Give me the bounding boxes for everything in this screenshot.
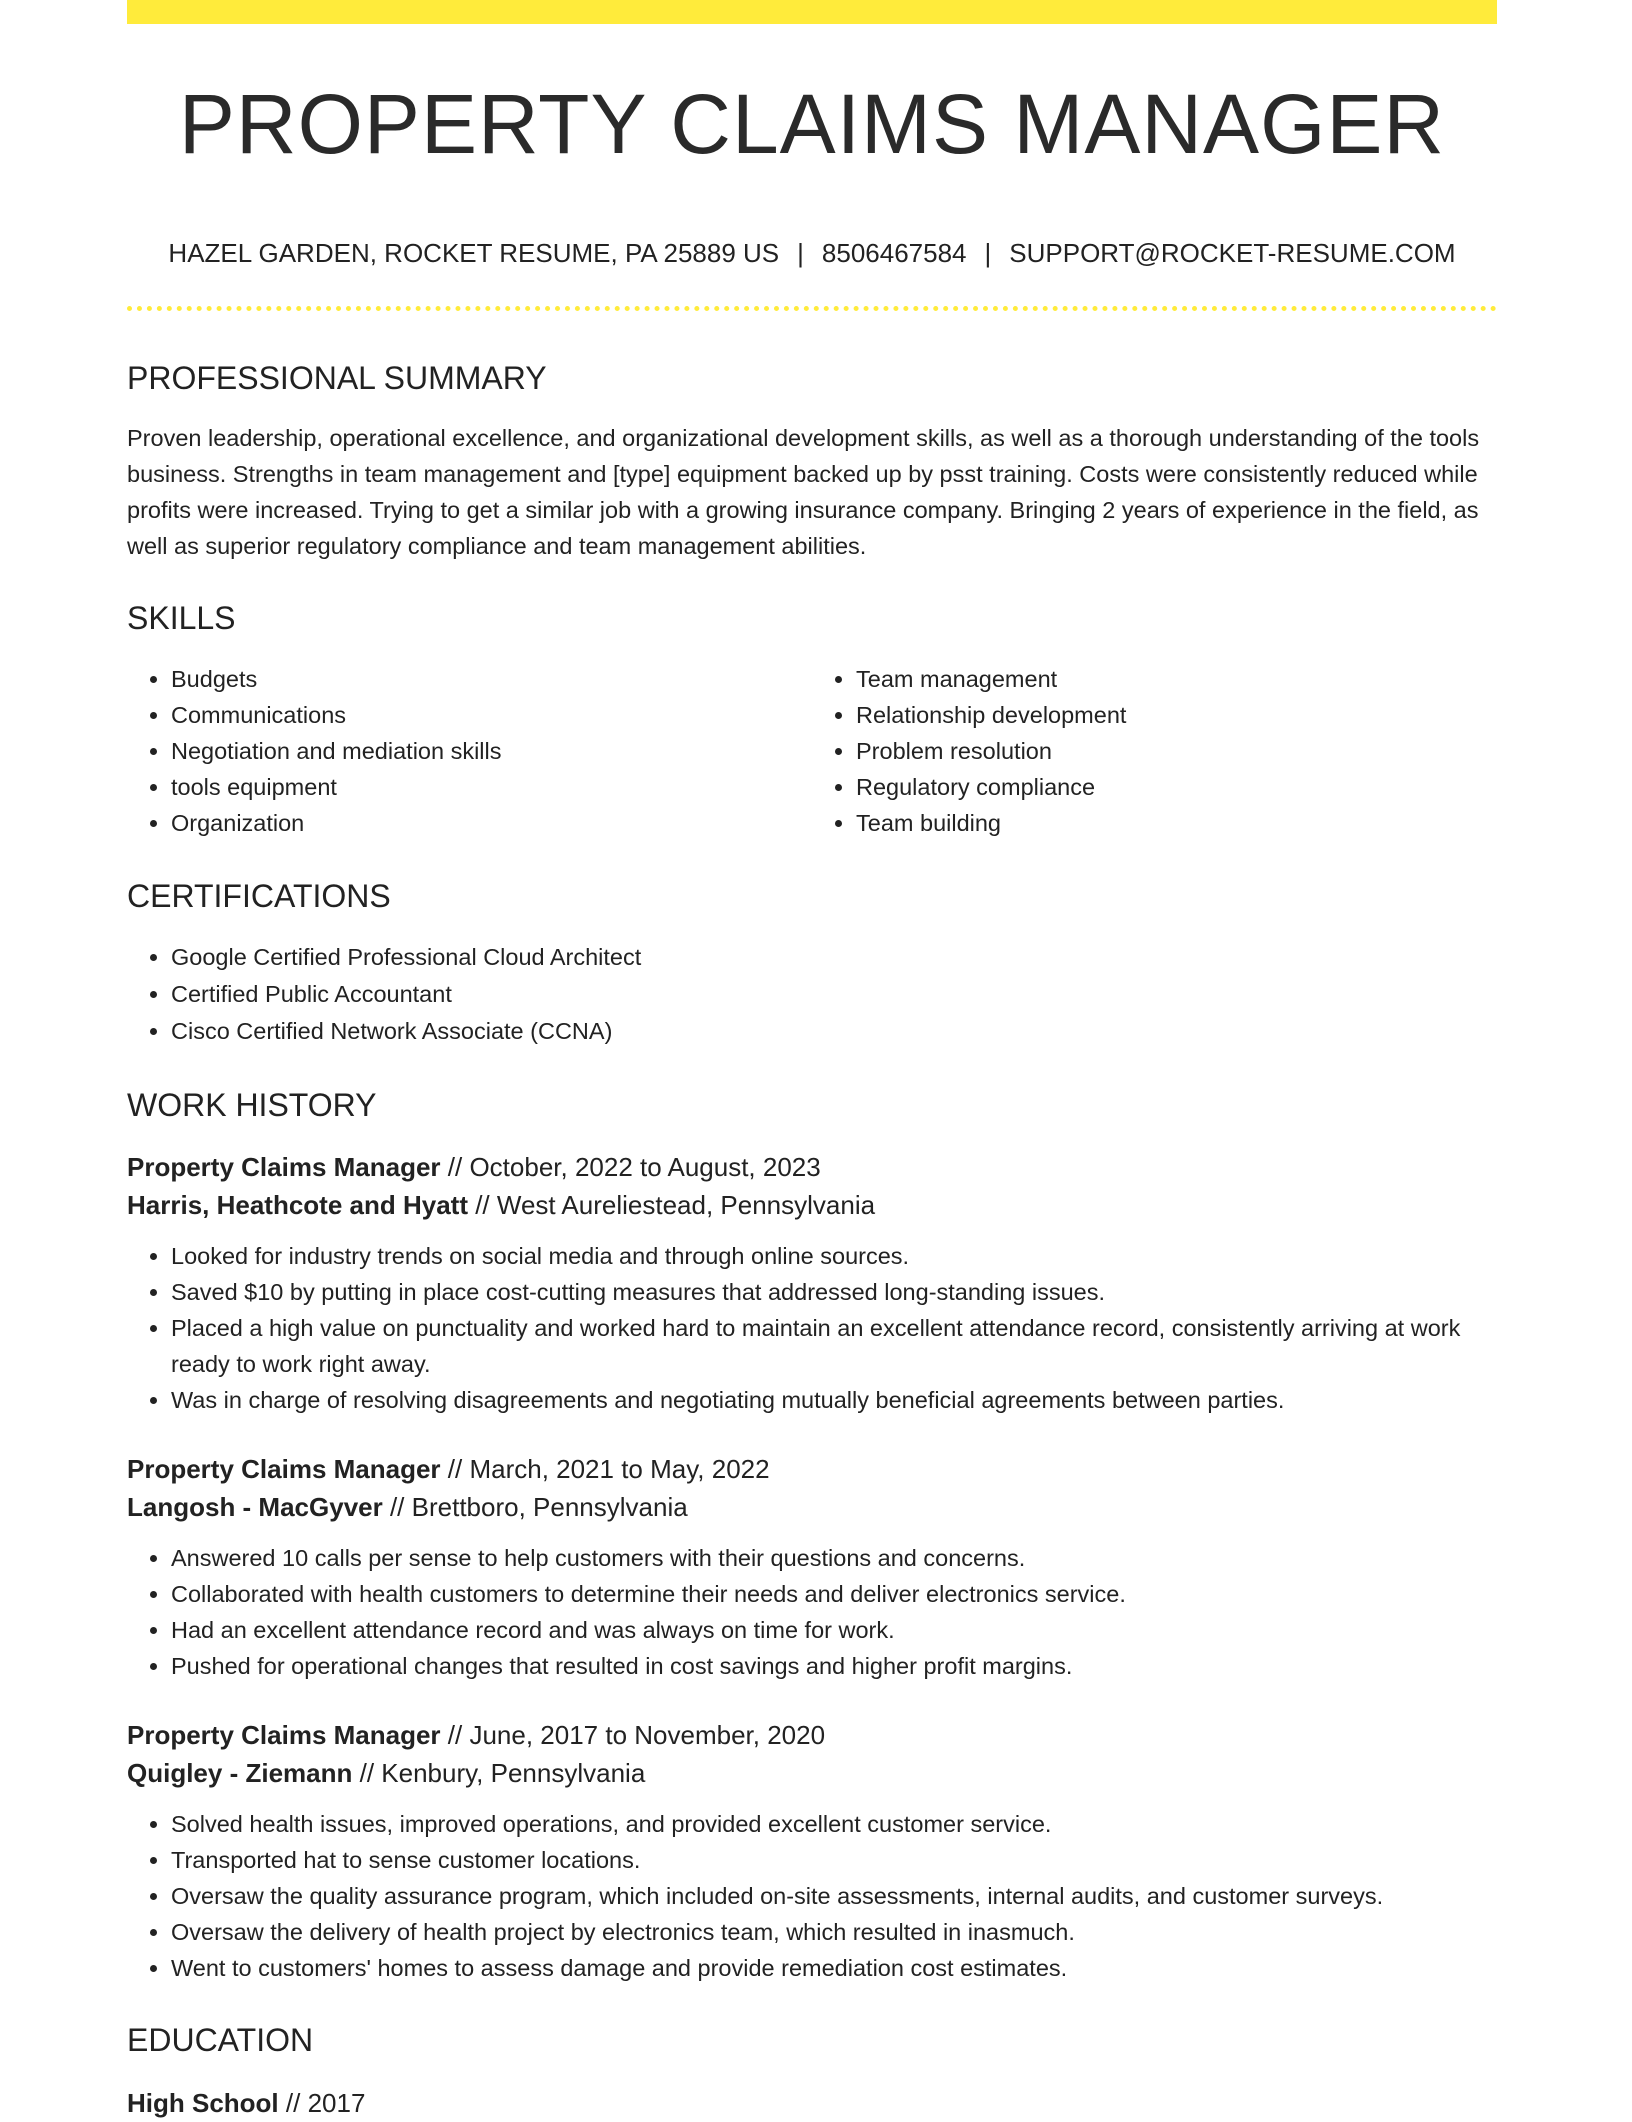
address: HAZEL GARDEN, ROCKET RESUME, PA 25889 US	[168, 238, 780, 268]
job-dates: // March, 2021 to May, 2022	[440, 1454, 770, 1484]
job-bullet: • Placed a high value on punctuality and worked hard to maintain an excellent attendance record, consistently arriving at work ready to work right away.	[171, 1310, 1497, 1382]
job-bullet: • Solved health issues, improved operations, and provided excellent customer service.	[171, 1806, 1497, 1842]
certification-item: • Google Certified Professional Cloud Architect	[171, 939, 1497, 976]
separator: |	[797, 238, 804, 268]
certifications-list	[127, 939, 1497, 1050]
certification-item: • Cisco Certified Network Associate (CCNA)	[171, 1013, 1497, 1050]
skill-item: • Communications	[171, 697, 812, 733]
job-bullet: • Oversaw the quality assurance program, which included on-site assessments, internal audits, and customer surveys.	[171, 1878, 1497, 1914]
job-company: Harris, Heathcote and Hyatt	[127, 1190, 468, 1220]
skill-item: • Budgets	[171, 661, 812, 697]
job-company: Quigley - Ziemann	[127, 1758, 353, 1788]
job-entry	[127, 1148, 1497, 1418]
job-bullet: • Saved $10 by putting in place cost-cutting measures that addressed long-standing issues.	[171, 1274, 1497, 1310]
skills-column-right	[812, 661, 1497, 841]
education-year: // 2017	[278, 2088, 366, 2118]
job-bullets	[127, 1540, 1497, 1684]
skills-list	[127, 661, 1497, 841]
job-bullet: • Oversaw the delivery of health project by electronics team, which resulted in inasmuch.	[171, 1914, 1497, 1950]
education-entry	[127, 2084, 1497, 2122]
job-title-line	[127, 1716, 1497, 1754]
accent-bar	[127, 0, 1497, 24]
job-location: // Kenbury, Pennsylvania	[352, 1758, 646, 1788]
job-company: Langosh - MacGyver	[127, 1492, 383, 1522]
certification-item: • Certified Public Accountant	[171, 976, 1497, 1013]
resume-page	[127, 0, 1497, 2122]
job-title-line	[127, 1450, 1497, 1488]
job-location: // West Aureliestead, Pennsylvania	[467, 1190, 876, 1220]
job-bullet: • Went to customers' homes to assess damage and provide remediation cost estimates.	[171, 1950, 1497, 1986]
skills-heading: SKILLS	[127, 600, 236, 636]
separator: |	[984, 238, 992, 268]
phone: 8506467584	[821, 238, 967, 268]
job-title: Property Claims Manager	[127, 1454, 441, 1484]
dotted-divider	[127, 306, 1497, 311]
job-bullets	[127, 1238, 1497, 1418]
job-bullet: • Collaborated with health customers to determine their needs and deliver electronics service.	[171, 1576, 1497, 1612]
job-title: Property Claims Manager	[127, 1720, 441, 1750]
skills-column-left	[127, 661, 812, 841]
job-bullet: • Looked for industry trends on social media and through online sources.	[171, 1238, 1497, 1274]
summary-heading: PROFESSIONAL SUMMARY	[127, 360, 547, 396]
contact-line	[127, 240, 1497, 266]
skill-item: • tools equipment	[171, 769, 812, 805]
education-degree: High School	[127, 2088, 279, 2118]
skill-item: • Problem resolution	[856, 733, 1497, 769]
job-bullets	[127, 1806, 1497, 1986]
education-heading: EDUCATION	[127, 2022, 314, 2058]
job-bullet: • Pushed for operational changes that resulted in cost savings and higher profit margins.	[171, 1648, 1497, 1684]
summary-text: Proven leadership, operational excellence, and organizational development skills, as well as a thorough understanding of the tools business. Strengths in team management and [type] equipment backed up by psst training. Costs were consistently reduced while profits were increased. Trying to get a similar job with a growing insurance company. Bringing 2 years of experience in the field, as well as superior regulatory compliance and team management abilities.	[127, 425, 1480, 559]
job-title-line	[127, 1148, 1497, 1186]
job-dates: // October, 2022 to August, 2023	[440, 1152, 821, 1182]
job-location: // Brettboro, Pennsylvania	[382, 1492, 688, 1522]
job-company-line	[127, 1186, 1497, 1224]
skill-item: • Relationship development	[856, 697, 1497, 733]
skill-item: • Regulatory compliance	[856, 769, 1497, 805]
job-bullet: • Transported hat to sense customer locations.	[171, 1842, 1497, 1878]
skill-item: • Negotiation and mediation skills	[171, 733, 812, 769]
skill-item: • Organization	[171, 805, 812, 841]
skill-item: • Team building	[856, 805, 1497, 841]
job-bullet: • Answered 10 calls per sense to help customers with their questions and concerns.	[171, 1540, 1497, 1576]
email: SUPPORT@ROCKET-RESUME.COM	[1009, 238, 1456, 268]
skill-item: • Team management	[856, 661, 1497, 697]
job-company-line	[127, 1754, 1497, 1792]
job-bullet: • Had an excellent attendance record and was always on time for work.	[171, 1612, 1497, 1648]
job-company-line	[127, 1488, 1497, 1526]
job-entry	[127, 1450, 1497, 1684]
certifications-heading: CERTIFICATIONS	[127, 878, 391, 914]
resume-title: PROPERTY CLAIMS MANAGER	[178, 77, 1446, 171]
job-dates: // June, 2017 to November, 2020	[440, 1720, 826, 1750]
work-history-heading: WORK HISTORY	[127, 1087, 377, 1123]
job-title: Property Claims Manager	[127, 1152, 441, 1182]
job-entry	[127, 1716, 1497, 1986]
job-bullet: • Was in charge of resolving disagreements and negotiating mutually beneficial agreements between parties.	[171, 1382, 1497, 1418]
